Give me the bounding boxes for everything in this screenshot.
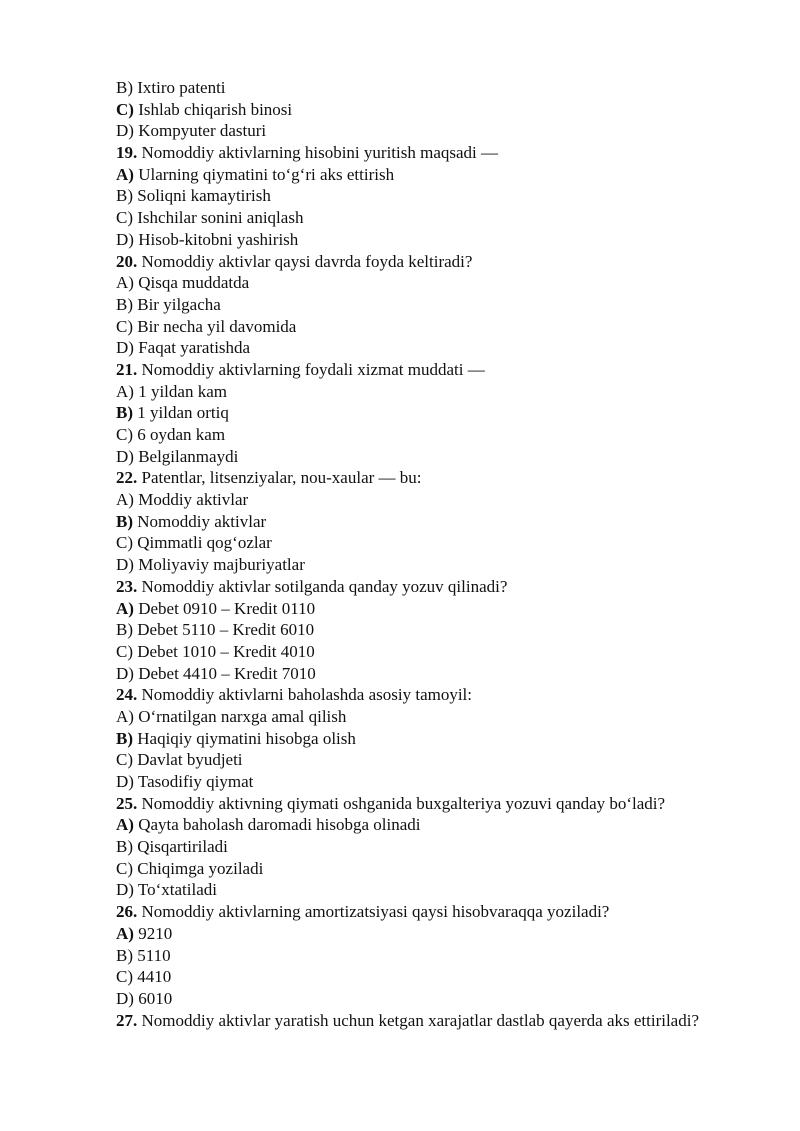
option-letter: B) [116, 945, 133, 965]
answer-option [116, 294, 740, 316]
question-number: 26. [116, 902, 138, 922]
answer-option [116, 229, 740, 251]
option-text: Debet 0910 – Kredit 0110 [138, 598, 316, 618]
option-letter: D) [116, 121, 134, 141]
question-text: Nomoddiy aktivning qiymati oshganida buxgalteriya yozuvi qanday bo‘ladi? [141, 793, 666, 813]
question-number: 19. [116, 143, 138, 163]
question-number: 27. [116, 1010, 138, 1030]
option-text: 1 yildan kam [138, 381, 227, 401]
option-letter-correct: B) [116, 728, 133, 748]
option-text: Hisob-kitobni yashirish [138, 229, 299, 249]
option-letter: B) [116, 294, 133, 314]
option-letter: C) [116, 316, 133, 336]
question-number: 24. [116, 685, 138, 705]
answer-option [116, 988, 740, 1010]
question-number: 21. [116, 359, 138, 379]
question-line [116, 251, 740, 273]
answer-option [116, 814, 740, 836]
option-text: Moliyaviy majburiyatlar [138, 555, 305, 575]
question-text: Patentlar, litsenziyalar, nou-xaular — bu: [141, 468, 422, 488]
option-letter: C) [116, 641, 133, 661]
answer-option [116, 554, 740, 576]
question-number: 25. [116, 793, 138, 813]
question-text: Nomoddiy aktivlarning hisobini yuritish maqsadi — [141, 143, 499, 163]
question-text: Nomoddiy aktivlarning amortizatsiyasi qaysi hisobvaraqqa yoziladi? [141, 902, 610, 922]
option-letter: D) [116, 446, 134, 466]
option-text: Ixtiro patenti [137, 78, 226, 97]
option-letter: D) [116, 880, 134, 900]
answer-option [116, 706, 740, 728]
option-text: O‘rnatilgan narxga amal qilish [138, 706, 347, 726]
option-text: Kompyuter dasturi [138, 121, 267, 141]
option-letter: A) [116, 490, 134, 510]
option-letter: C) [116, 533, 133, 553]
answer-option [116, 185, 740, 207]
option-text: Davlat byudjeti [137, 750, 243, 770]
question-line [116, 793, 740, 815]
option-text: Qisqa muddatda [138, 273, 250, 293]
answer-option [116, 424, 740, 446]
answer-option [116, 728, 740, 750]
option-letter: B) [116, 620, 133, 640]
option-text: 6010 [138, 988, 173, 1008]
option-text: 4410 [137, 967, 172, 987]
answer-option [116, 749, 740, 771]
option-text: Faqat yaratishda [138, 338, 251, 358]
answer-option [116, 402, 740, 424]
question-text: Nomoddiy aktivlar sotilganda qanday yozuv qilinadi? [141, 576, 508, 596]
option-text: Ularning qiymatini to‘g‘ri aks ettirish [138, 164, 395, 184]
answer-option [116, 207, 740, 229]
answer-option [116, 879, 740, 901]
option-text: Tasodifiy qiymat [137, 772, 254, 791]
option-text: Qayta baholash daromadi hisobga olinadi [138, 815, 421, 835]
answer-option [116, 532, 740, 554]
answer-option [116, 316, 740, 338]
option-letter-correct: B) [116, 403, 133, 423]
answer-option [116, 858, 740, 880]
option-text: Qimmatli qog‘ozlar [137, 533, 272, 553]
answer-option [116, 337, 740, 359]
option-text: 5110 [137, 945, 171, 965]
answer-option [116, 164, 740, 186]
option-text: Chiqimga yoziladi [137, 858, 264, 878]
question-line [116, 684, 740, 706]
option-letter: C) [116, 208, 133, 228]
question-line [116, 1010, 736, 1032]
option-letter: D) [116, 555, 134, 575]
answer-option [116, 663, 740, 685]
question-line [116, 142, 740, 164]
option-letter: C) [116, 858, 133, 878]
option-letter: A) [116, 381, 134, 401]
answer-option [116, 771, 740, 793]
option-letter: D) [116, 338, 134, 358]
option-text: 9210 [138, 923, 173, 943]
option-letter: D) [116, 772, 134, 791]
question-line [116, 359, 740, 381]
option-text: Debet 1010 – Kredit 4010 [137, 641, 315, 661]
option-letter: B) [116, 837, 133, 857]
option-letter-correct: C) [116, 99, 134, 119]
answer-option [116, 381, 740, 403]
option-text: 6 oydan kam [137, 425, 226, 444]
option-letter: C) [116, 750, 133, 770]
answer-option [116, 77, 740, 99]
answer-option [116, 511, 740, 533]
option-letter: D) [116, 229, 134, 249]
question-line [116, 467, 740, 489]
question-number: 20. [116, 251, 138, 271]
option-text: Nomoddiy aktivlar [137, 511, 267, 531]
option-text: Belgilanmaydi [138, 446, 239, 466]
option-text: Moddiy aktivlar [138, 490, 249, 510]
option-text: Bir yilgacha [137, 294, 221, 314]
option-text: Qisqartiriladi [137, 837, 228, 857]
answer-option [116, 923, 740, 945]
option-text: 1 yildan ortiq [137, 403, 229, 423]
option-text: To‘xtatiladi [137, 880, 217, 900]
option-letter: B) [116, 186, 133, 206]
option-text: Debet 5110 – Kredit 6010 [137, 620, 315, 640]
option-letter-correct: B) [116, 511, 133, 531]
option-letter: D) [116, 988, 134, 1008]
option-letter-correct: A) [116, 815, 134, 835]
question-text: Nomoddiy aktivlar yaratish uchun ketgan xarajatlar dastlab qayerda aks ettiriladi? [141, 1010, 699, 1030]
option-letter: A) [116, 706, 134, 726]
option-text: Ishlab chiqarish binosi [138, 99, 293, 119]
option-text: Ishchilar sonini aniqlash [137, 208, 304, 228]
answer-option [116, 619, 740, 641]
option-letter: D) [116, 663, 134, 683]
answer-option [116, 99, 740, 121]
option-text: Bir necha yil davomida [137, 316, 297, 336]
option-letter: B) [116, 78, 133, 97]
option-letter: A) [116, 273, 134, 293]
option-text: Debet 4410 – Kredit 7010 [138, 663, 316, 683]
answer-option [116, 836, 740, 858]
answer-option [116, 945, 740, 967]
option-letter: C) [116, 967, 133, 987]
answer-option [116, 272, 740, 294]
question-line [116, 576, 740, 598]
option-letter: C) [116, 425, 133, 444]
question-text: Nomoddiy aktivlarni baholashda asosiy tamoyil: [141, 685, 473, 705]
answer-option [116, 120, 740, 142]
question-number: 23. [116, 576, 138, 596]
question-text: Nomoddiy aktivlar qaysi davrda foyda keltiradi? [141, 251, 473, 271]
answer-option [116, 489, 740, 511]
option-text: Soliqni kamaytirish [137, 186, 271, 206]
answer-option [116, 446, 740, 468]
answer-option [116, 598, 740, 620]
question-text: Nomoddiy aktivlarning foydali xizmat muddati — [141, 359, 485, 379]
option-letter-correct: A) [116, 598, 134, 618]
question-number: 22. [116, 468, 138, 488]
option-letter-correct: A) [116, 923, 134, 943]
option-letter-correct: A) [116, 164, 134, 184]
answer-option [116, 966, 740, 988]
question-line [116, 901, 740, 923]
option-text: Haqiqiy qiymatini hisobga olish [137, 728, 356, 748]
answer-option [116, 641, 740, 663]
